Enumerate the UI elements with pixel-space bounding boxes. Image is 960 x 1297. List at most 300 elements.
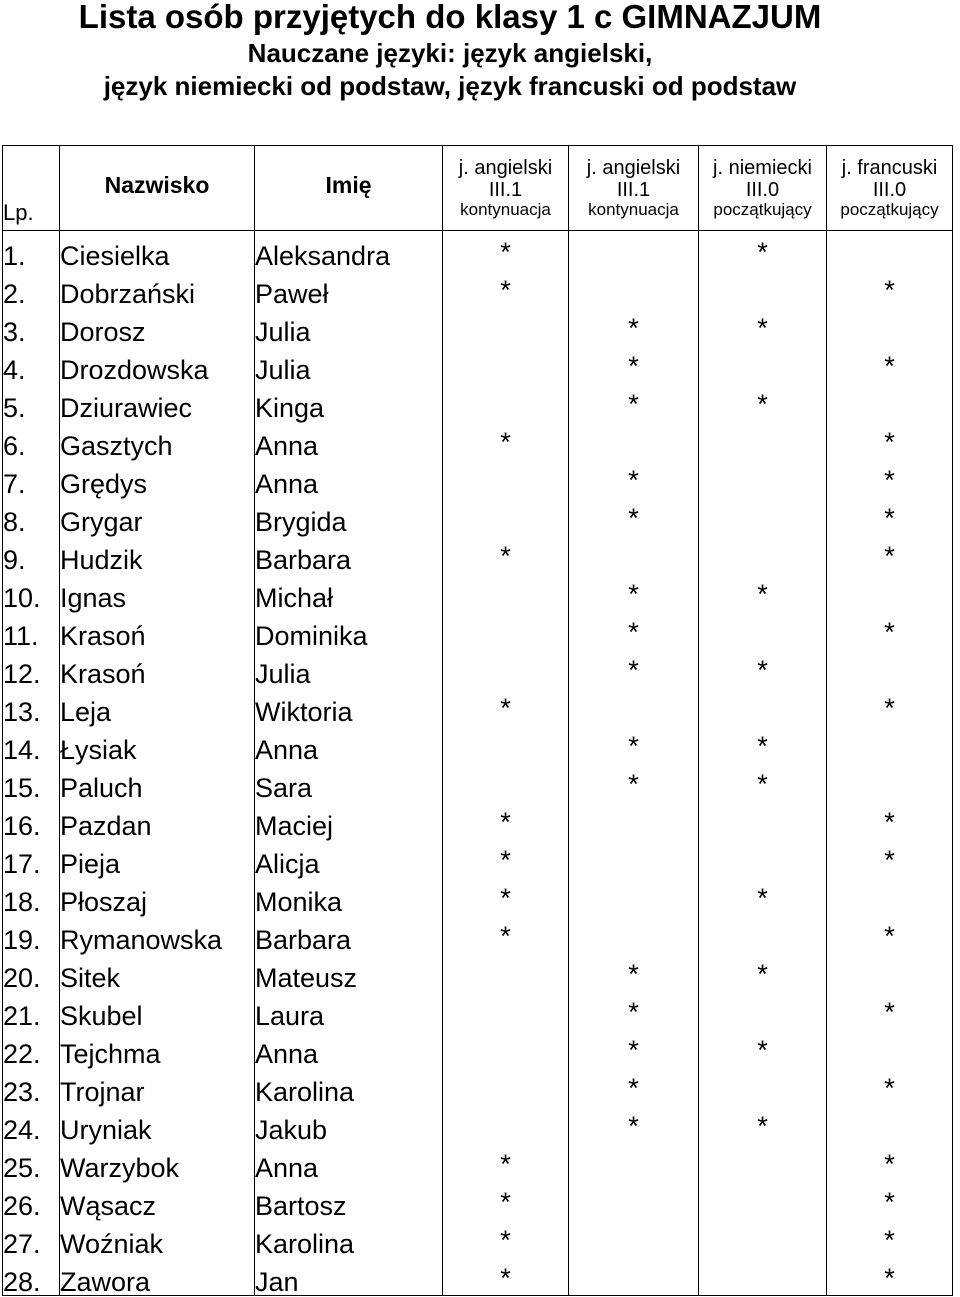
table-row	[3, 307, 953, 345]
row-first-name: Mateusz	[255, 953, 443, 991]
row-mark-lang-3	[699, 345, 827, 383]
row-mark-lang-4	[827, 1105, 953, 1143]
row-number: 20.	[3, 953, 60, 991]
row-surname: Gasztych	[60, 421, 255, 459]
header-lang-1-title: j. angielski	[458, 156, 553, 179]
header-lp: Lp.	[3, 146, 60, 231]
enrollment-mark: *	[757, 313, 768, 343]
header-lang-2	[569, 146, 699, 231]
enrollment-mark: *	[628, 389, 639, 419]
row-mark-lang-3	[699, 1181, 827, 1219]
row-mark-lang-1	[443, 307, 569, 345]
row-number: 25.	[3, 1143, 60, 1181]
row-mark-lang-3	[699, 611, 827, 649]
row-mark-lang-3	[699, 535, 827, 573]
row-surname: Pazdan	[60, 801, 255, 839]
enrollment-mark: *	[757, 959, 768, 989]
row-number: 24.	[3, 1105, 60, 1143]
row-mark-lang-4	[827, 1219, 953, 1257]
enrollment-mark: *	[628, 1035, 639, 1065]
row-mark-lang-4	[827, 535, 953, 573]
row-mark-lang-3	[699, 649, 827, 687]
row-mark-lang-1	[443, 1181, 569, 1219]
row-mark-lang-1	[443, 383, 569, 421]
header-lang-1-level: kontynuacja	[460, 199, 551, 219]
row-number: 19.	[3, 915, 60, 953]
row-mark-lang-1	[443, 687, 569, 725]
table-row	[3, 1181, 953, 1219]
row-first-name: Aleksandra	[255, 231, 443, 270]
row-surname: Płoszaj	[60, 877, 255, 915]
row-mark-lang-2	[569, 915, 699, 953]
table-row	[3, 877, 953, 915]
row-surname: Dziurawiec	[60, 383, 255, 421]
row-mark-lang-3	[699, 801, 827, 839]
row-first-name: Anna	[255, 725, 443, 763]
row-first-name: Monika	[255, 877, 443, 915]
row-mark-lang-3	[699, 687, 827, 725]
row-number: 5.	[3, 383, 60, 421]
row-mark-lang-2	[569, 307, 699, 345]
row-first-name: Anna	[255, 1029, 443, 1067]
table-header-row	[3, 146, 953, 231]
header-lang-3-level: początkujący	[713, 199, 812, 219]
page-subtitle-line2: język niemiecki od podstaw, język francuski od podstaw	[103, 71, 797, 101]
row-mark-lang-4	[827, 421, 953, 459]
table-row	[3, 459, 953, 497]
header-lang-3	[699, 146, 827, 231]
table-row	[3, 1029, 953, 1067]
row-surname: Grygar	[60, 497, 255, 535]
enrollment-mark: *	[500, 1149, 511, 1179]
row-mark-lang-2	[569, 1257, 699, 1296]
header-lang-2-code: III.1	[616, 178, 651, 201]
row-number: 22.	[3, 1029, 60, 1067]
row-mark-lang-4	[827, 307, 953, 345]
enrollment-mark: *	[628, 655, 639, 685]
enrollment-mark: *	[500, 693, 511, 723]
enrollment-mark: *	[884, 427, 895, 457]
row-surname: Skubel	[60, 991, 255, 1029]
table-row	[3, 383, 953, 421]
row-mark-lang-2	[569, 1143, 699, 1181]
row-surname: Leja	[60, 687, 255, 725]
row-number: 28.	[3, 1257, 60, 1296]
enrollment-mark: *	[500, 1263, 511, 1293]
row-surname: Tejchma	[60, 1029, 255, 1067]
row-surname: Dorosz	[60, 307, 255, 345]
header-lang-3-code: III.0	[745, 178, 780, 201]
row-mark-lang-2	[569, 497, 699, 535]
row-mark-lang-2	[569, 573, 699, 611]
enrollment-mark: *	[500, 237, 511, 267]
enrollment-mark: *	[500, 845, 511, 875]
row-mark-lang-1	[443, 839, 569, 877]
table-row	[3, 991, 953, 1029]
row-mark-lang-1	[443, 725, 569, 763]
enrollment-mark: *	[884, 617, 895, 647]
row-mark-lang-3	[699, 839, 827, 877]
row-mark-lang-2	[569, 953, 699, 991]
enrollment-mark: *	[884, 693, 895, 723]
table-row	[3, 763, 953, 801]
row-mark-lang-3	[699, 877, 827, 915]
row-mark-lang-4	[827, 383, 953, 421]
enrollment-mark: *	[628, 313, 639, 343]
row-first-name: Michał	[255, 573, 443, 611]
row-mark-lang-1	[443, 1105, 569, 1143]
row-mark-lang-3	[699, 763, 827, 801]
row-number: 10.	[3, 573, 60, 611]
row-mark-lang-1	[443, 801, 569, 839]
row-mark-lang-2	[569, 1067, 699, 1105]
row-number: 23.	[3, 1067, 60, 1105]
table-row	[3, 725, 953, 763]
table-row	[3, 1219, 953, 1257]
row-mark-lang-4	[827, 839, 953, 877]
row-mark-lang-3	[699, 459, 827, 497]
row-mark-lang-3	[699, 725, 827, 763]
row-mark-lang-3	[699, 1143, 827, 1181]
row-mark-lang-2	[569, 801, 699, 839]
row-mark-lang-2	[569, 839, 699, 877]
row-mark-lang-2	[569, 649, 699, 687]
row-mark-lang-4	[827, 649, 953, 687]
row-first-name: Barbara	[255, 915, 443, 953]
enrollment-mark: *	[884, 541, 895, 571]
enrollment-mark: *	[884, 1073, 895, 1103]
row-mark-lang-4	[827, 1143, 953, 1181]
row-surname: Sitek	[60, 953, 255, 991]
enrollment-mark: *	[757, 883, 768, 913]
enrollment-mark: *	[500, 807, 511, 837]
table-row	[3, 535, 953, 573]
table-row	[3, 1143, 953, 1181]
row-surname: Woźniak	[60, 1219, 255, 1257]
row-mark-lang-3	[699, 421, 827, 459]
row-mark-lang-1	[443, 573, 569, 611]
row-surname: Paluch	[60, 763, 255, 801]
enrollment-mark: *	[884, 465, 895, 495]
row-mark-lang-2	[569, 345, 699, 383]
row-surname: Zawora	[60, 1257, 255, 1296]
header-lang-2-level: kontynuacja	[588, 199, 679, 219]
row-mark-lang-3	[699, 269, 827, 307]
row-surname: Grędys	[60, 459, 255, 497]
row-mark-lang-1	[443, 535, 569, 573]
header-lang-3-title: j. niemiecki	[713, 156, 812, 179]
enrollment-mark: *	[628, 465, 639, 495]
page-title: Lista osób przyjętych do klasy 1 c GIMNAZJUM	[78, 0, 822, 35]
row-mark-lang-1	[443, 269, 569, 307]
row-mark-lang-2	[569, 231, 699, 270]
table-row	[3, 687, 953, 725]
row-surname: Wąsacz	[60, 1181, 255, 1219]
row-mark-lang-1	[443, 497, 569, 535]
row-surname: Krasoń	[60, 649, 255, 687]
row-mark-lang-4	[827, 459, 953, 497]
header-lang-4-title: j. francuski	[841, 156, 938, 179]
enrollment-mark: *	[757, 655, 768, 685]
header-lang-1-code: III.1	[488, 178, 523, 201]
row-mark-lang-1	[443, 953, 569, 991]
row-mark-lang-2	[569, 1181, 699, 1219]
enrollment-mark: *	[884, 845, 895, 875]
row-mark-lang-2	[569, 1029, 699, 1067]
table-row	[3, 421, 953, 459]
row-mark-lang-2	[569, 1105, 699, 1143]
row-first-name: Julia	[255, 345, 443, 383]
row-first-name: Julia	[255, 649, 443, 687]
enrollment-mark: *	[884, 807, 895, 837]
header-lang-4-level: początkujący	[840, 199, 939, 219]
enrollment-mark: *	[757, 1111, 768, 1141]
row-mark-lang-1	[443, 459, 569, 497]
row-mark-lang-4	[827, 1257, 953, 1296]
row-number: 9.	[3, 535, 60, 573]
row-mark-lang-3	[699, 1105, 827, 1143]
row-mark-lang-1	[443, 345, 569, 383]
row-number: 4.	[3, 345, 60, 383]
row-surname: Ciesielka	[60, 231, 255, 270]
row-first-name: Brygida	[255, 497, 443, 535]
table-row	[3, 231, 953, 270]
row-mark-lang-4	[827, 573, 953, 611]
row-number: 17.	[3, 839, 60, 877]
row-mark-lang-4	[827, 231, 953, 270]
row-mark-lang-1	[443, 915, 569, 953]
row-number: 2.	[3, 269, 60, 307]
enrollment-mark: *	[628, 997, 639, 1027]
enrollment-mark: *	[884, 1263, 895, 1293]
row-number: 15.	[3, 763, 60, 801]
row-first-name: Jakub	[255, 1105, 443, 1143]
table-row	[3, 1067, 953, 1105]
enrollment-mark: *	[884, 351, 895, 381]
enrollment-mark: *	[884, 921, 895, 951]
header-lang-2-title: j. angielski	[586, 156, 681, 179]
row-surname: Krasoń	[60, 611, 255, 649]
enrollment-mark: *	[628, 731, 639, 761]
enrollment-mark: *	[757, 1035, 768, 1065]
row-mark-lang-1	[443, 1029, 569, 1067]
header-surname: Nazwisko	[60, 146, 255, 231]
row-number: 1.	[3, 231, 60, 270]
row-mark-lang-3	[699, 1067, 827, 1105]
row-number: 18.	[3, 877, 60, 915]
enrollment-mark: *	[884, 275, 895, 305]
row-mark-lang-1	[443, 231, 569, 270]
enrollment-mark: *	[884, 997, 895, 1027]
row-mark-lang-1	[443, 421, 569, 459]
table-row	[3, 649, 953, 687]
row-mark-lang-2	[569, 687, 699, 725]
row-first-name: Maciej	[255, 801, 443, 839]
row-number: 16.	[3, 801, 60, 839]
row-surname: Uryniak	[60, 1105, 255, 1143]
page-subtitle-line1: Nauczane języki: język angielski,	[247, 38, 653, 68]
enrollment-mark: *	[500, 883, 511, 913]
row-first-name: Anna	[255, 459, 443, 497]
enrollment-mark: *	[628, 959, 639, 989]
row-mark-lang-3	[699, 307, 827, 345]
row-first-name: Jan	[255, 1257, 443, 1296]
row-mark-lang-2	[569, 877, 699, 915]
enrollment-mark: *	[628, 1111, 639, 1141]
row-mark-lang-3	[699, 383, 827, 421]
row-first-name: Anna	[255, 421, 443, 459]
table-row	[3, 573, 953, 611]
row-first-name: Karolina	[255, 1219, 443, 1257]
row-mark-lang-4	[827, 801, 953, 839]
row-number: 13.	[3, 687, 60, 725]
row-mark-lang-4	[827, 345, 953, 383]
row-mark-lang-4	[827, 763, 953, 801]
row-surname: Rymanowska	[60, 915, 255, 953]
row-mark-lang-1	[443, 1067, 569, 1105]
row-mark-lang-1	[443, 1143, 569, 1181]
row-mark-lang-1	[443, 611, 569, 649]
table-row	[3, 801, 953, 839]
row-first-name: Sara	[255, 763, 443, 801]
enrollment-mark: *	[757, 731, 768, 761]
enrollment-mark: *	[884, 1187, 895, 1217]
row-mark-lang-2	[569, 421, 699, 459]
row-surname: Drozdowska	[60, 345, 255, 383]
row-surname: Hudzik	[60, 535, 255, 573]
row-mark-lang-3	[699, 497, 827, 535]
row-mark-lang-2	[569, 269, 699, 307]
row-mark-lang-4	[827, 915, 953, 953]
row-mark-lang-3	[699, 1029, 827, 1067]
header-name: Imię	[255, 146, 443, 231]
enrollment-mark: *	[500, 1187, 511, 1217]
table-row	[3, 269, 953, 307]
row-mark-lang-2	[569, 459, 699, 497]
enrollment-mark: *	[628, 617, 639, 647]
row-number: 12.	[3, 649, 60, 687]
table-row	[3, 611, 953, 649]
enrollment-mark: *	[757, 237, 768, 267]
row-mark-lang-4	[827, 991, 953, 1029]
row-surname: Dobrzański	[60, 269, 255, 307]
row-number: 7.	[3, 459, 60, 497]
row-mark-lang-4	[827, 1181, 953, 1219]
row-number: 26.	[3, 1181, 60, 1219]
row-first-name: Alicja	[255, 839, 443, 877]
enrollment-mark: *	[884, 1149, 895, 1179]
enrollment-mark: *	[884, 503, 895, 533]
row-mark-lang-2	[569, 1219, 699, 1257]
row-first-name: Dominika	[255, 611, 443, 649]
row-first-name: Bartosz	[255, 1181, 443, 1219]
enrollment-mark: *	[757, 389, 768, 419]
table-row	[3, 839, 953, 877]
enrollment-mark: *	[500, 427, 511, 457]
row-surname: Trojnar	[60, 1067, 255, 1105]
row-number: 27.	[3, 1219, 60, 1257]
row-number: 6.	[3, 421, 60, 459]
row-first-name: Karolina	[255, 1067, 443, 1105]
row-first-name: Anna	[255, 1143, 443, 1181]
row-mark-lang-4	[827, 877, 953, 915]
row-mark-lang-2	[569, 991, 699, 1029]
row-surname: Ignas	[60, 573, 255, 611]
row-mark-lang-4	[827, 687, 953, 725]
row-surname: Warzybok	[60, 1143, 255, 1181]
table-row	[3, 345, 953, 383]
table-row	[3, 497, 953, 535]
row-first-name: Paweł	[255, 269, 443, 307]
row-mark-lang-4	[827, 269, 953, 307]
students-table	[2, 145, 953, 1296]
row-number: 8.	[3, 497, 60, 535]
row-number: 3.	[3, 307, 60, 345]
header-lang-4-code: III.0	[872, 178, 907, 201]
row-mark-lang-4	[827, 1029, 953, 1067]
row-mark-lang-2	[569, 725, 699, 763]
row-mark-lang-3	[699, 915, 827, 953]
row-mark-lang-1	[443, 1257, 569, 1296]
enrollment-mark: *	[884, 1225, 895, 1255]
row-mark-lang-2	[569, 535, 699, 573]
row-mark-lang-4	[827, 611, 953, 649]
row-mark-lang-2	[569, 763, 699, 801]
enrollment-mark: *	[757, 579, 768, 609]
table-row	[3, 1257, 953, 1296]
enrollment-mark: *	[500, 275, 511, 305]
row-first-name: Kinga	[255, 383, 443, 421]
row-mark-lang-1	[443, 1219, 569, 1257]
enrollment-mark: *	[500, 541, 511, 571]
row-mark-lang-3	[699, 231, 827, 270]
row-mark-lang-4	[827, 725, 953, 763]
row-mark-lang-3	[699, 953, 827, 991]
row-mark-lang-3	[699, 1257, 827, 1296]
row-first-name: Barbara	[255, 535, 443, 573]
row-mark-lang-2	[569, 383, 699, 421]
header-lang-1	[443, 146, 569, 231]
row-mark-lang-3	[699, 1219, 827, 1257]
table-row	[3, 915, 953, 953]
row-number: 21.	[3, 991, 60, 1029]
enrollment-mark: *	[628, 579, 639, 609]
row-number: 14.	[3, 725, 60, 763]
row-mark-lang-4	[827, 497, 953, 535]
row-first-name: Julia	[255, 307, 443, 345]
table-row	[3, 1105, 953, 1143]
row-mark-lang-3	[699, 573, 827, 611]
row-mark-lang-4	[827, 953, 953, 991]
enrollment-mark: *	[628, 351, 639, 381]
enrollment-mark: *	[628, 769, 639, 799]
row-mark-lang-1	[443, 763, 569, 801]
enrollment-mark: *	[628, 1073, 639, 1103]
row-mark-lang-1	[443, 991, 569, 1029]
enrollment-mark: *	[628, 503, 639, 533]
row-mark-lang-1	[443, 877, 569, 915]
row-mark-lang-3	[699, 991, 827, 1029]
row-number: 11.	[3, 611, 60, 649]
enrollment-mark: *	[500, 1225, 511, 1255]
row-surname: Pieja	[60, 839, 255, 877]
row-mark-lang-2	[569, 611, 699, 649]
row-mark-lang-1	[443, 649, 569, 687]
row-first-name: Wiktoria	[255, 687, 443, 725]
header-lang-4	[827, 146, 953, 231]
row-surname: Łysiak	[60, 725, 255, 763]
enrollment-mark: *	[757, 769, 768, 799]
